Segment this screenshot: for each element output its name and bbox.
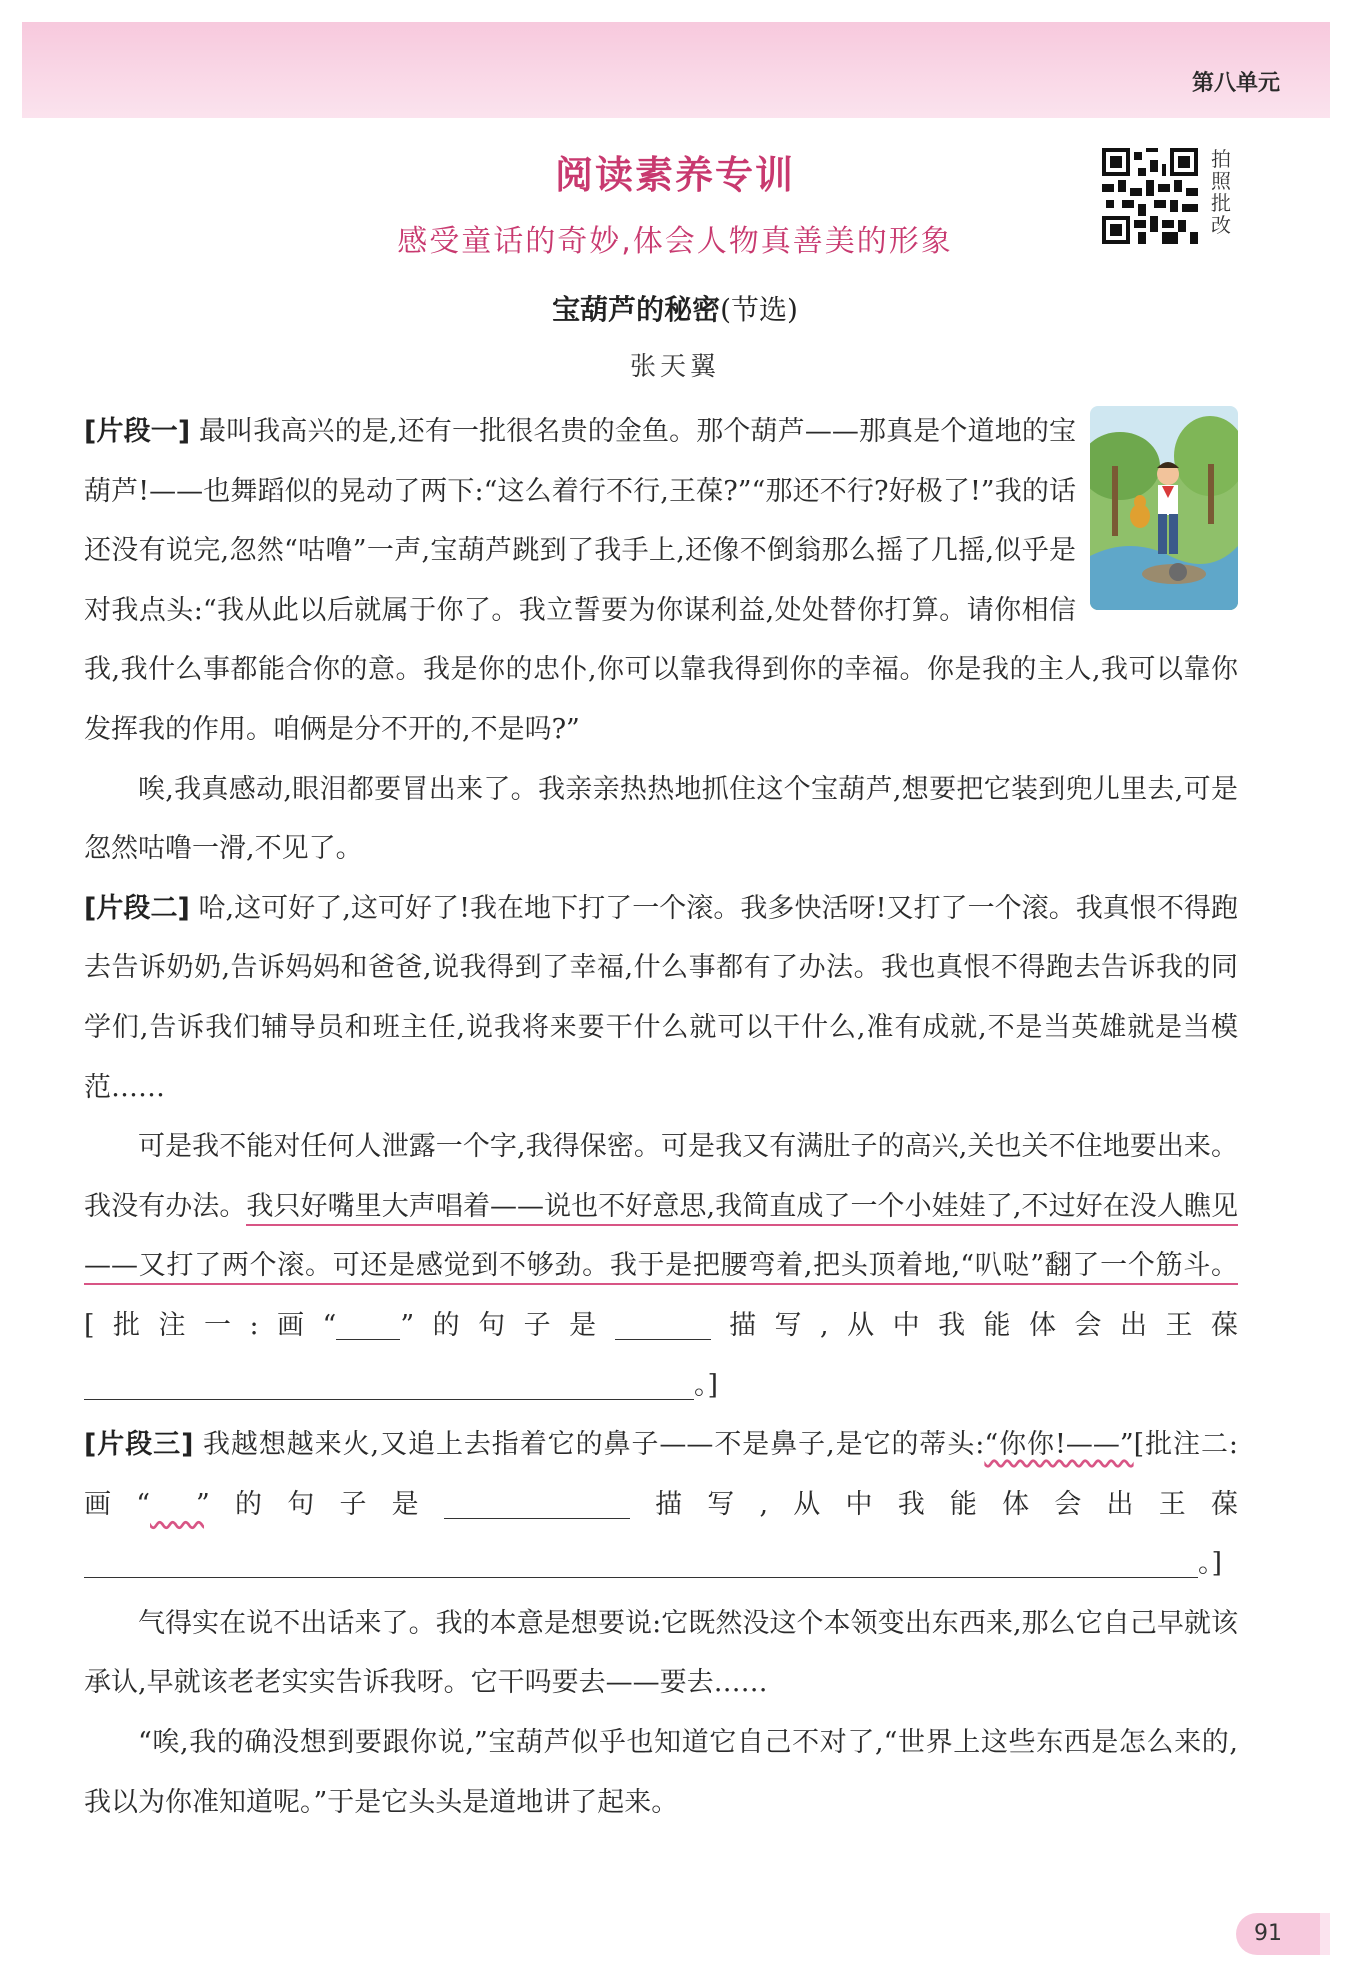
header-band <box>22 22 1330 118</box>
underlined-sentence: 我只好嘴里大声唱着——说也不好意思,我简直成了一个小娃娃了,不过好在没人瞧见——又打了两个滚。可还是感觉到不够劲。我于是把腰弯着,把头顶着地,“叭哒”翻了一个筋斗。 <box>84 1191 1238 1286</box>
annotation-2: [批注二:画“ ”的句子是 描写,从中我能体会出王葆。] <box>84 1429 1238 1580</box>
annotation-1-answer-blank[interactable] <box>84 1369 694 1400</box>
annotation-2-answer-blank[interactable] <box>84 1547 1198 1578</box>
segment-3-label: [片段三] <box>84 1429 194 1461</box>
paragraph-3: [片段二] 哈,这可好了,这可好了!我在地下打了一个滚。我多快活呀!又打了一个滚。我真恨不得跑去告诉奶奶,告诉妈妈和爸爸,说我得到了幸福,什么事都有了办法。我也真恨不得跑去告诉我的同学们,告诉我们辅导员和班主任,说我将来要干什么就可以干什么,准有成就,不是当英雄就是当模范…… <box>84 892 1238 1103</box>
paragraph-5: [片段三] 我越想越来火,又追上去指着它的鼻子——不是鼻子,是它的蒂头:“你你!——”[批注二:画“ ”的句子是 描写,从中我能体会出王葆。] <box>84 1429 1238 1580</box>
annotation-1-type-blank[interactable] <box>615 1309 711 1340</box>
story-note: (节选) <box>720 293 798 326</box>
page-number: 91 <box>1236 1913 1320 1955</box>
paragraph-2: 唉,我真感动,眼泪都要冒出来了。我亲亲热热地抓住这个宝葫芦,想要把它装到兜儿里去,可是忽然咕噜一滑,不见了。 <box>84 773 1238 865</box>
paragraph-6: 气得实在说不出话来了。我的本意是想要说:它既然没这个本领变出东西来,那么它自己早就该承认,早就该老老实实告诉我呀。它干吗要去——要去…… <box>84 1607 1238 1699</box>
page-subtitle: 感受童话的奇妙,体会人物真善美的形象 <box>397 224 953 259</box>
illustration-boy-with-gourd <box>1090 406 1238 610</box>
qr-code-icon[interactable] <box>1102 148 1198 244</box>
annotation-2-type-blank[interactable] <box>444 1488 630 1519</box>
annotation-1: [批注一:画“ ”的句子是 描写,从中我能体会出王葆。] <box>84 1309 1238 1401</box>
story-body <box>84 402 1238 1832</box>
paragraph-4: 可是我不能对任何人泄露一个字,我得保密。可是我又有满肚子的高兴,关也关不住地要出来。我没有办法。我只好嘴里大声唱着——说也不好意思,我简直成了一个小娃娃了,不过好在没人瞧见——又打了两个滚。可还是感觉到不够劲。我于是把腰弯着,把头顶着地,“叭哒”翻了一个筋斗。[批注一:画“ ”的句子是 描写,从中我能体会出王葆。] <box>84 1131 1238 1401</box>
page-edge-tab <box>1320 1913 1330 1955</box>
story-author: 张天翼 <box>629 352 720 382</box>
wavy-underlined-sentence: “你你!——” <box>984 1429 1134 1461</box>
paragraph-1: [片段一] 最叫我高兴的是,还有一批很名贵的金鱼。那个葫芦——那真是个道地的宝葫芦!——也舞蹈似的晃动了两下:“这么着行不行,王葆?”“那还不行?好极了!”我的话还没有说完,忽然“咕噜”一声,宝葫芦跳到了我手上,还像不倒翁那么摇了几摇,似乎是对我点头:“我从此以后就属于你了。我立誓要为你谋利益,处处替你打算。请你相信我,我什么事都能合你的意。我是你的忠仆,你可以靠我得到你的幸福。你是我的主人,我可以靠你发挥我的作用。咱俩是分不开的,不是吗?” <box>84 416 1238 745</box>
qr-label: 拍 照 批 改 <box>1211 147 1231 237</box>
annotation-2-mark-blank[interactable] <box>150 1481 196 1511</box>
segment-1-label: [片段一] <box>84 416 191 447</box>
annotation-1-mark-blank[interactable] <box>336 1309 400 1340</box>
story-title: 宝葫芦的秘密(节选) <box>552 293 798 326</box>
paragraph-7: “唉,我的确没想到要跟你说,”宝葫芦似乎也知道它自己不对了,“世界上这些东西是怎么来的,我以为你准知道呢。”于是它头头是道地讲了起来。 <box>84 1727 1238 1818</box>
unit-label: 第八单元 <box>1191 71 1280 96</box>
page-title: 阅读素养专训 <box>554 153 795 197</box>
segment-2-label: [片段二] <box>84 892 190 924</box>
